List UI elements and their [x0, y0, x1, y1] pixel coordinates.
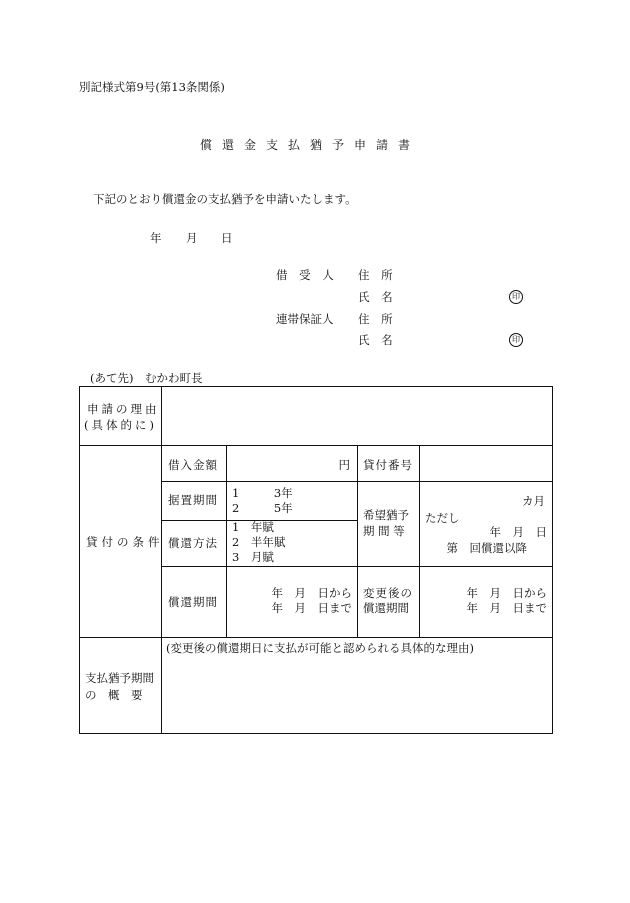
repayment-option-1: 1 年賦	[232, 520, 274, 534]
desired-period-sublabel: 期 間 等	[363, 524, 405, 538]
repayment-option-2: 2 半年賦	[232, 535, 286, 549]
date-year: 年	[150, 231, 162, 245]
loan-number-label: 貸付番号	[363, 458, 413, 472]
loan-amount-unit: 円	[338, 458, 350, 472]
col-divider	[419, 445, 420, 637]
guarantor-address-label: 住 所	[358, 312, 397, 326]
borrower-seal-icon: 印	[509, 290, 523, 304]
guarantor-name-label: 氏 名	[358, 333, 397, 347]
grace-option-1: 1 3年	[232, 486, 293, 500]
changed-period-from: 年 月 日から	[466, 586, 547, 600]
loan-terms-label: 貸付の条件	[86, 535, 164, 549]
desired-however: ただし	[425, 511, 460, 525]
outline-field[interactable]	[164, 659, 550, 729]
borrower-name-label: 氏 名	[358, 290, 397, 304]
changed-period-sublabel: 償還期間	[363, 601, 409, 615]
row-divider	[80, 445, 552, 446]
borrower-label: 借 受 人	[276, 268, 338, 282]
col-divider	[357, 445, 358, 637]
outline-sublabel: の 概 要	[85, 688, 143, 702]
desired-after: 第 回償還以降	[446, 541, 527, 555]
date-month: 月	[186, 231, 198, 245]
intro-text: 下記のとおり償還金の支払猶予を申請いたします。	[93, 192, 357, 206]
grace-option-2: 2 5年	[232, 501, 293, 515]
repayment-option-3: 3 月賦	[232, 550, 274, 564]
guarantor-seal-icon: 印	[509, 333, 523, 347]
outline-note: (変更後の償還期日に支払が可能と認められる具体的な理由)	[166, 641, 474, 655]
repayment-method-label: 償還方法	[168, 536, 218, 550]
reason-sublabel: (具体的に)	[84, 418, 157, 432]
outline-label: 支払猶予期間	[85, 671, 154, 685]
borrower-address-label: 住 所	[358, 268, 397, 282]
desired-date: 年 月 日	[489, 525, 547, 539]
desired-period-label: 希望猶予	[363, 508, 409, 522]
form-number: 別記様式第9号(第13条関係)	[79, 80, 225, 94]
col-divider	[226, 445, 227, 637]
col-divider	[161, 387, 162, 733]
page-title: 償還金支払猶予申請書	[200, 138, 421, 152]
date-day: 日	[221, 231, 233, 245]
desired-months: カ月	[522, 494, 545, 508]
reason-field[interactable]	[164, 389, 550, 443]
repayment-period-from: 年 月 日から	[271, 586, 352, 600]
changed-period-to: 年 月 日まで	[466, 601, 547, 615]
addressee: (あて先) むかわ町長	[90, 371, 203, 385]
repayment-period-label: 償還期間	[168, 595, 218, 609]
guarantor-label: 連帯保証人	[276, 312, 334, 326]
grace-period-label: 据置期間	[168, 493, 218, 507]
repayment-period-to: 年 月 日まで	[271, 601, 352, 615]
application-table	[79, 386, 553, 734]
row-divider	[80, 637, 552, 638]
loan-amount-label: 借入金額	[168, 458, 218, 472]
reason-label: 申請の理由	[87, 402, 160, 416]
changed-period-label: 変更後の	[363, 586, 413, 600]
